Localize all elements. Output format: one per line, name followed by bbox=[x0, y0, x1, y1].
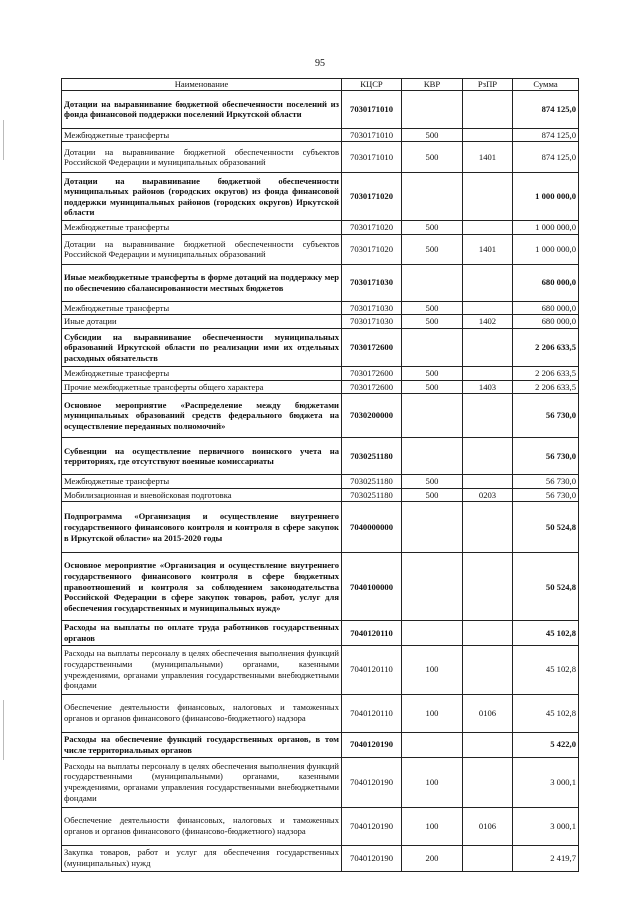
row-rzpr-cell bbox=[463, 645, 513, 694]
table-header-row bbox=[62, 79, 579, 91]
table-row bbox=[62, 173, 579, 221]
row-name-cell: Обеспечение деятельности финансовых, налоговых и таможенных органов и органов финансового (финансово-бюджетного) надзора bbox=[62, 694, 342, 732]
row-sum-cell: 50 524,8 bbox=[513, 502, 579, 553]
row-kvr-cell: 100 bbox=[402, 757, 463, 807]
row-kcsr-cell: 7040120110 bbox=[342, 621, 402, 645]
row-name-cell: Расходы на выплаты по оплате труда работников государственных органов bbox=[62, 621, 342, 645]
row-rzpr-cell bbox=[463, 301, 513, 315]
row-sum-cell: 56 730,0 bbox=[513, 394, 579, 438]
row-rzpr-cell bbox=[463, 475, 513, 489]
row-name-cell: Подпрограмма «Организация и осуществление внутреннего государственного финансового контроля и контроля в сфере закупок в Иркутской области» на 2015-2020 годы bbox=[62, 502, 342, 553]
row-kcsr-cell: 7030171020 bbox=[342, 234, 402, 264]
row-name-cell: Дотации на выравнивание бюджетной обеспеченности поселений из фонда финансовой поддержки поселений Иркутской области bbox=[62, 90, 342, 128]
table-row bbox=[62, 366, 579, 380]
row-rzpr-cell: 1403 bbox=[463, 380, 513, 394]
row-rzpr-cell bbox=[463, 553, 513, 621]
row-name-cell: Прочие межбюджетные трансферты общего характера bbox=[62, 380, 342, 394]
row-rzpr-cell: 0106 bbox=[463, 694, 513, 732]
row-kvr-cell bbox=[402, 173, 463, 221]
row-kvr-cell bbox=[402, 328, 463, 366]
row-kvr-cell: 200 bbox=[402, 845, 463, 871]
table-row bbox=[62, 438, 579, 475]
row-kvr-cell: 500 bbox=[402, 221, 463, 235]
row-name-cell: Мобилизационная и вневойсковая подготовка bbox=[62, 488, 342, 502]
row-rzpr-cell bbox=[463, 394, 513, 438]
table-row bbox=[62, 488, 579, 502]
row-kcsr-cell: 7040100000 bbox=[342, 553, 402, 621]
scan-edge-mark bbox=[3, 700, 4, 760]
row-kvr-cell: 100 bbox=[402, 694, 463, 732]
row-kcsr-cell: 7030251180 bbox=[342, 488, 402, 502]
row-kvr-cell: 500 bbox=[402, 234, 463, 264]
row-name-cell: Иные дотации bbox=[62, 315, 342, 329]
table-row bbox=[62, 845, 579, 871]
row-kcsr-cell: 7030172600 bbox=[342, 366, 402, 380]
row-sum-cell: 2 419,7 bbox=[513, 845, 579, 871]
row-sum-cell: 1 000 000,0 bbox=[513, 173, 579, 221]
row-rzpr-cell bbox=[463, 173, 513, 221]
row-kcsr-cell: 7030171010 bbox=[342, 142, 402, 173]
table-row bbox=[62, 475, 579, 489]
row-rzpr-cell bbox=[463, 845, 513, 871]
row-kcsr-cell: 7030171010 bbox=[342, 128, 402, 142]
table-row bbox=[62, 234, 579, 264]
table-row bbox=[62, 732, 579, 757]
row-name-cell: Закупка товаров, работ и услуг для обеспечения государственных (муниципальных) нужд bbox=[62, 845, 342, 871]
row-kvr-cell bbox=[402, 438, 463, 475]
row-sum-cell: 1 000 000,0 bbox=[513, 234, 579, 264]
row-name-cell: Дотации на выравнивание бюджетной обеспеченности субъектов Российской Федерации и муниципальных образований bbox=[62, 234, 342, 264]
row-rzpr-cell bbox=[463, 621, 513, 645]
page-number: 95 bbox=[315, 58, 325, 69]
table-row bbox=[62, 142, 579, 173]
table-body bbox=[62, 90, 579, 871]
row-rzpr-cell bbox=[463, 221, 513, 235]
row-sum-cell: 680 000,0 bbox=[513, 315, 579, 329]
row-rzpr-cell bbox=[463, 128, 513, 142]
row-name-cell: Обеспечение деятельности финансовых, налоговых и таможенных органов и органов финансового (финансово-бюджетного) надзора bbox=[62, 807, 342, 845]
row-sum-cell: 1 000 000,0 bbox=[513, 221, 579, 235]
row-sum-cell: 56 730,0 bbox=[513, 488, 579, 502]
header-kcsr: КЦСР bbox=[342, 79, 402, 91]
row-kcsr-cell: 7030200000 bbox=[342, 394, 402, 438]
row-sum-cell: 3 000,1 bbox=[513, 807, 579, 845]
row-kcsr-cell: 7030251180 bbox=[342, 438, 402, 475]
row-kvr-cell bbox=[402, 394, 463, 438]
row-sum-cell: 680 000,0 bbox=[513, 264, 579, 301]
row-sum-cell: 680 000,0 bbox=[513, 301, 579, 315]
row-kcsr-cell: 7030171030 bbox=[342, 315, 402, 329]
row-kvr-cell: 500 bbox=[402, 142, 463, 173]
row-rzpr-cell bbox=[463, 366, 513, 380]
table-row bbox=[62, 264, 579, 301]
table-row bbox=[62, 502, 579, 553]
row-kcsr-cell: 7040120110 bbox=[342, 694, 402, 732]
row-name-cell: Межбюджетные трансферты bbox=[62, 221, 342, 235]
row-name-cell: Межбюджетные трансферты bbox=[62, 366, 342, 380]
row-kcsr-cell: 7040120190 bbox=[342, 845, 402, 871]
row-kvr-cell: 500 bbox=[402, 128, 463, 142]
row-sum-cell: 50 524,8 bbox=[513, 553, 579, 621]
table-row bbox=[62, 621, 579, 645]
row-kvr-cell bbox=[402, 264, 463, 301]
row-kvr-cell: 500 bbox=[402, 475, 463, 489]
row-kcsr-cell: 7030172600 bbox=[342, 328, 402, 366]
row-sum-cell: 45 102,8 bbox=[513, 621, 579, 645]
row-kcsr-cell: 7040120190 bbox=[342, 807, 402, 845]
row-sum-cell: 3 000,1 bbox=[513, 757, 579, 807]
row-kvr-cell: 500 bbox=[402, 380, 463, 394]
row-name-cell: Основное мероприятие «Организация и осуществление внутреннего государственного финансового контроля в сфере бюджетных правоотношений и контроля за соблюдением законодательства Российской Федерации в сфере закупок товаров, работ, услуг для обеспечения государственных и муниципальных нужд» bbox=[62, 553, 342, 621]
row-sum-cell: 2 206 633,5 bbox=[513, 328, 579, 366]
row-kcsr-cell: 7040120110 bbox=[342, 645, 402, 694]
row-sum-cell: 874 125,0 bbox=[513, 90, 579, 128]
row-name-cell: Межбюджетные трансферты bbox=[62, 475, 342, 489]
row-kvr-cell bbox=[402, 553, 463, 621]
header-kvr: КВР bbox=[402, 79, 463, 91]
row-name-cell: Дотации на выравнивание бюджетной обеспеченности муниципальных районов (городских округов) из фонда финансовой поддержки муниципальных районов (городских округов) Иркутской области bbox=[62, 173, 342, 221]
row-kvr-cell: 500 bbox=[402, 315, 463, 329]
row-name-cell: Межбюджетные трансферты bbox=[62, 128, 342, 142]
row-sum-cell: 56 730,0 bbox=[513, 475, 579, 489]
table-row bbox=[62, 221, 579, 235]
row-kcsr-cell: 7030251180 bbox=[342, 475, 402, 489]
row-kcsr-cell: 7030171030 bbox=[342, 301, 402, 315]
row-kcsr-cell: 7030171010 bbox=[342, 90, 402, 128]
row-rzpr-cell bbox=[463, 90, 513, 128]
row-name-cell: Межбюджетные трансферты bbox=[62, 301, 342, 315]
row-name-cell: Субсидии на выравнивание обеспеченности муниципальных образований Иркутской области по реализации ими их отдельных расходных обязательств bbox=[62, 328, 342, 366]
row-sum-cell: 45 102,8 bbox=[513, 694, 579, 732]
row-rzpr-cell bbox=[463, 732, 513, 757]
row-kvr-cell: 100 bbox=[402, 645, 463, 694]
row-sum-cell: 874 125,0 bbox=[513, 128, 579, 142]
row-sum-cell: 2 206 633,5 bbox=[513, 380, 579, 394]
table-row bbox=[62, 380, 579, 394]
scan-edge-mark bbox=[3, 120, 4, 160]
row-rzpr-cell: 0203 bbox=[463, 488, 513, 502]
table-row bbox=[62, 757, 579, 807]
row-kcsr-cell: 7040120190 bbox=[342, 757, 402, 807]
row-kvr-cell: 500 bbox=[402, 366, 463, 380]
table-row bbox=[62, 553, 579, 621]
row-name-cell: Субвенции на осуществление первичного воинского учета на территориях, где отсутствуют военные комиссариаты bbox=[62, 438, 342, 475]
row-kvr-cell: 500 bbox=[402, 301, 463, 315]
row-name-cell: Иные межбюджетные трансферты в форме дотаций на поддержку мер по обеспечению сбалансированности местных бюджетов bbox=[62, 264, 342, 301]
row-kcsr-cell: 7030172600 bbox=[342, 380, 402, 394]
row-rzpr-cell bbox=[463, 264, 513, 301]
row-name-cell: Основное мероприятие «Распределение между бюджетами муниципальных образований средств федерального бюджета на осуществление переданных полномочий» bbox=[62, 394, 342, 438]
row-rzpr-cell: 0106 bbox=[463, 807, 513, 845]
row-name-cell: Расходы на обеспечение функций государственных органов, в том числе территориальных органов bbox=[62, 732, 342, 757]
row-rzpr-cell bbox=[463, 438, 513, 475]
row-kcsr-cell: 7030171030 bbox=[342, 264, 402, 301]
row-kvr-cell bbox=[402, 90, 463, 128]
table-row bbox=[62, 394, 579, 438]
row-kvr-cell: 100 bbox=[402, 807, 463, 845]
row-sum-cell: 45 102,8 bbox=[513, 645, 579, 694]
row-sum-cell: 874 125,0 bbox=[513, 142, 579, 173]
row-kcsr-cell: 7030171020 bbox=[342, 221, 402, 235]
row-rzpr-cell bbox=[463, 328, 513, 366]
header-sum: Сумма bbox=[513, 79, 579, 91]
row-name-cell: Расходы на выплаты персоналу в целях обеспечения выполнения функций государственными (муниципальными) органами, казенными учреждениями, органами управления государственными внебюджетными фондами bbox=[62, 645, 342, 694]
table-row bbox=[62, 301, 579, 315]
table-row bbox=[62, 645, 579, 694]
table-row bbox=[62, 328, 579, 366]
row-sum-cell: 5 422,0 bbox=[513, 732, 579, 757]
row-kcsr-cell: 7040120190 bbox=[342, 732, 402, 757]
header-rzpr: РзПР bbox=[463, 79, 513, 91]
budget-table bbox=[61, 78, 579, 872]
row-kvr-cell bbox=[402, 621, 463, 645]
row-kcsr-cell: 7040000000 bbox=[342, 502, 402, 553]
table-row bbox=[62, 128, 579, 142]
row-name-cell: Дотации на выравнивание бюджетной обеспеченности субъектов Российской Федерации и муниципальных образований bbox=[62, 142, 342, 173]
header-name: Наименование bbox=[62, 79, 342, 91]
row-kcsr-cell: 7030171020 bbox=[342, 173, 402, 221]
row-rzpr-cell bbox=[463, 502, 513, 553]
row-rzpr-cell: 1401 bbox=[463, 234, 513, 264]
row-sum-cell: 56 730,0 bbox=[513, 438, 579, 475]
row-name-cell: Расходы на выплаты персоналу в целях обеспечения выполнения функций государственными (муниципальными) органами, казенными учреждениями, органами управления государственными внебюджетными фондами bbox=[62, 757, 342, 807]
table-row bbox=[62, 807, 579, 845]
table-row bbox=[62, 315, 579, 329]
row-kvr-cell: 500 bbox=[402, 488, 463, 502]
row-kvr-cell bbox=[402, 732, 463, 757]
row-sum-cell: 2 206 633,5 bbox=[513, 366, 579, 380]
row-rzpr-cell: 1401 bbox=[463, 142, 513, 173]
table-row bbox=[62, 694, 579, 732]
row-kvr-cell bbox=[402, 502, 463, 553]
row-rzpr-cell bbox=[463, 757, 513, 807]
row-rzpr-cell: 1402 bbox=[463, 315, 513, 329]
table-row bbox=[62, 90, 579, 128]
